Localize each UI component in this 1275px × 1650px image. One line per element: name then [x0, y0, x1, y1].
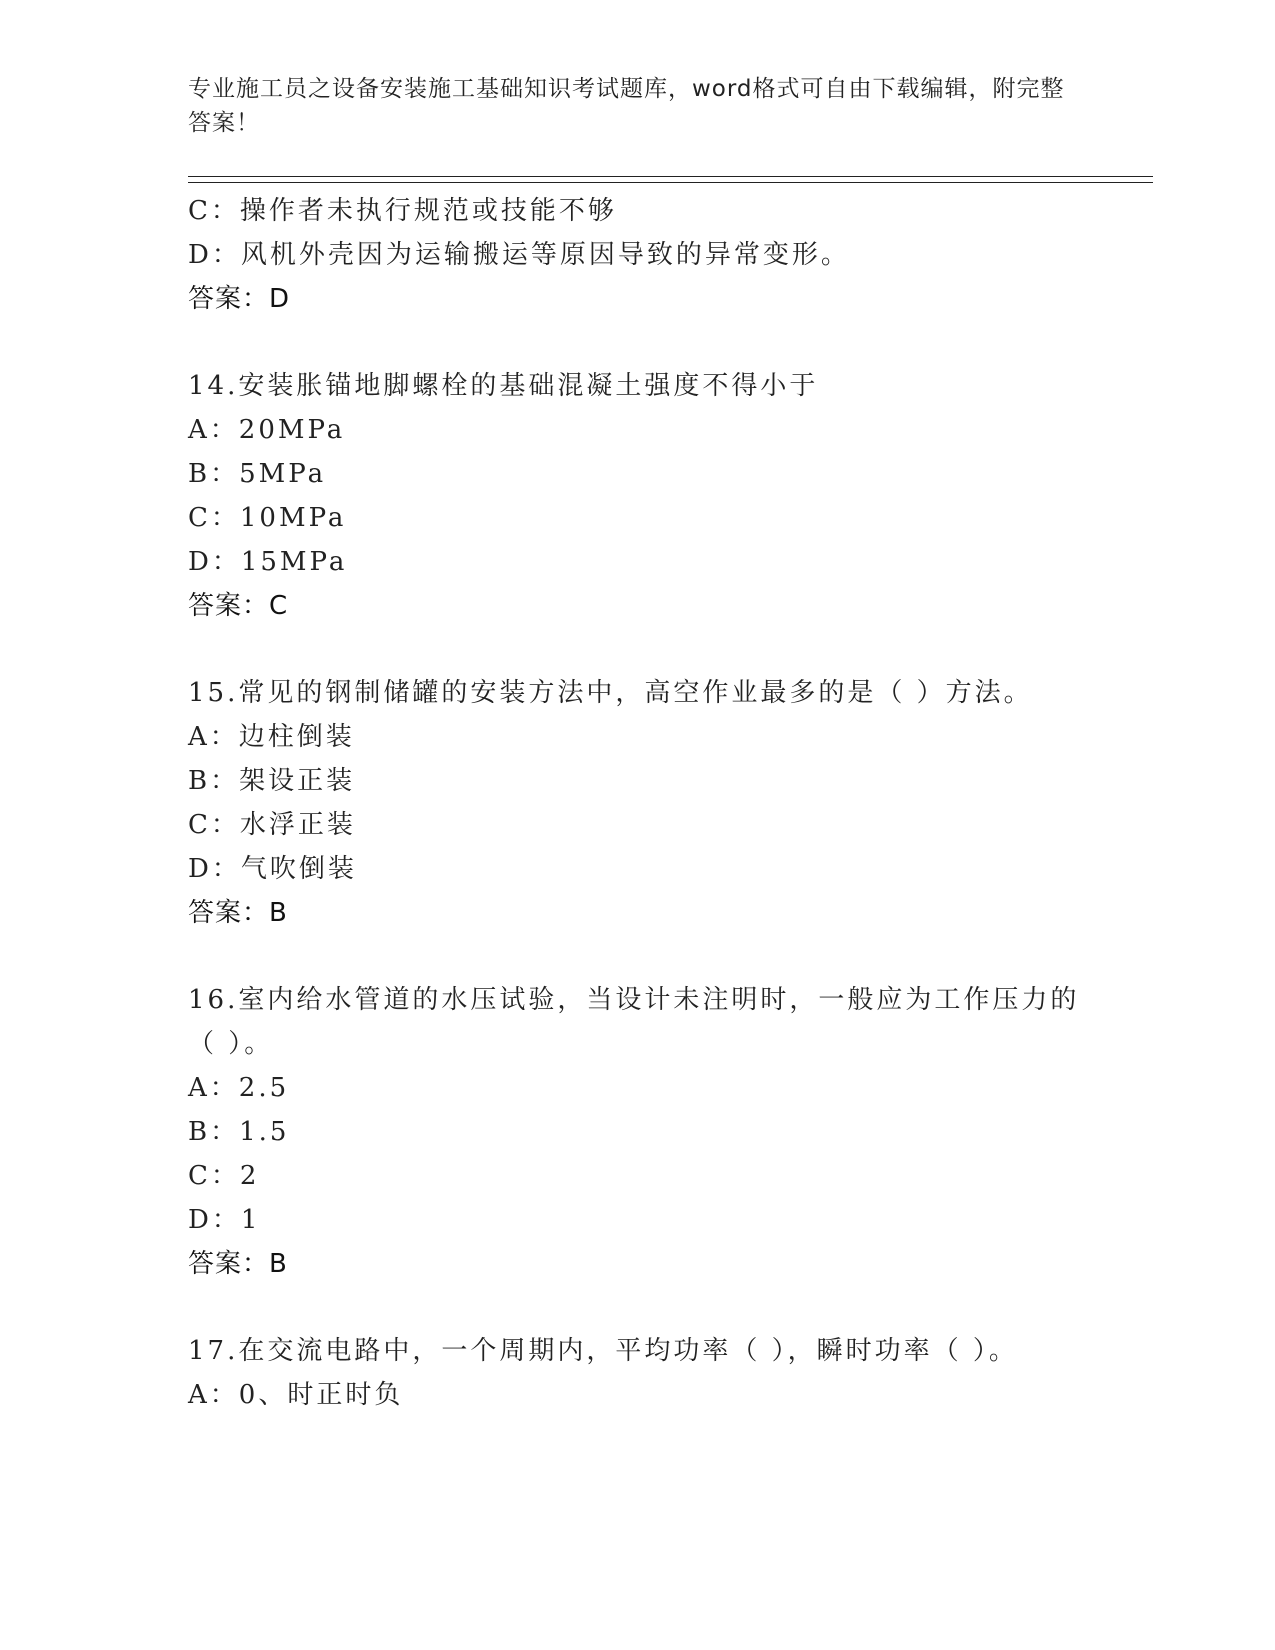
option-d: D：15MPa: [188, 547, 348, 577]
option-c: C：2: [188, 1161, 260, 1191]
option-a: A：0、时正时负: [188, 1380, 404, 1410]
question-stem: 17.在交流电路中，一个周期内，平均功率（ ），瞬时功率（ ）。: [188, 1336, 1018, 1366]
document-header: 专业施工员之设备安装施工基础知识考试题库，word格式可自由下载编辑，附完整答案！: [188, 76, 1065, 136]
option-b: B：1.5: [188, 1117, 290, 1147]
answer-line: 答案：C: [188, 591, 289, 621]
option-b: B：架设正装: [188, 766, 356, 796]
header-divider-bottom: [188, 182, 1153, 183]
option-a: A：边柱倒装: [188, 722, 355, 752]
option-d: D：风机外壳因为运输搬运等原因导致的异常变形。: [188, 240, 850, 270]
option-d: D：气吹倒装: [188, 854, 357, 884]
answer-line: 答案：B: [188, 1249, 288, 1279]
option-c: C：水浮正装: [188, 810, 356, 840]
option-a: A：20MPa: [188, 415, 346, 445]
option-d: D：1: [188, 1205, 261, 1235]
answer-line: 答案：D: [188, 284, 291, 314]
question-stem-continued: （ ）。: [188, 1029, 274, 1059]
header-divider-top: [188, 176, 1153, 177]
option-b: B：5MPa: [188, 459, 327, 489]
question-stem: 14.安装胀锚地脚螺栓的基础混凝土强度不得小于: [188, 371, 819, 401]
option-c: C：10MPa: [188, 503, 347, 533]
question-stem: 16.室内给水管道的水压试验，当设计未注明时，一般应为工作压力的: [188, 985, 1080, 1015]
question-stem: 15.常见的钢制储罐的安装方法中，高空作业最多的是（ ）方法。: [188, 678, 1033, 708]
answer-line: 答案：B: [188, 898, 288, 928]
option-a: A：2.5: [188, 1073, 290, 1103]
option-c: C：操作者未执行规范或技能不够: [188, 196, 617, 226]
